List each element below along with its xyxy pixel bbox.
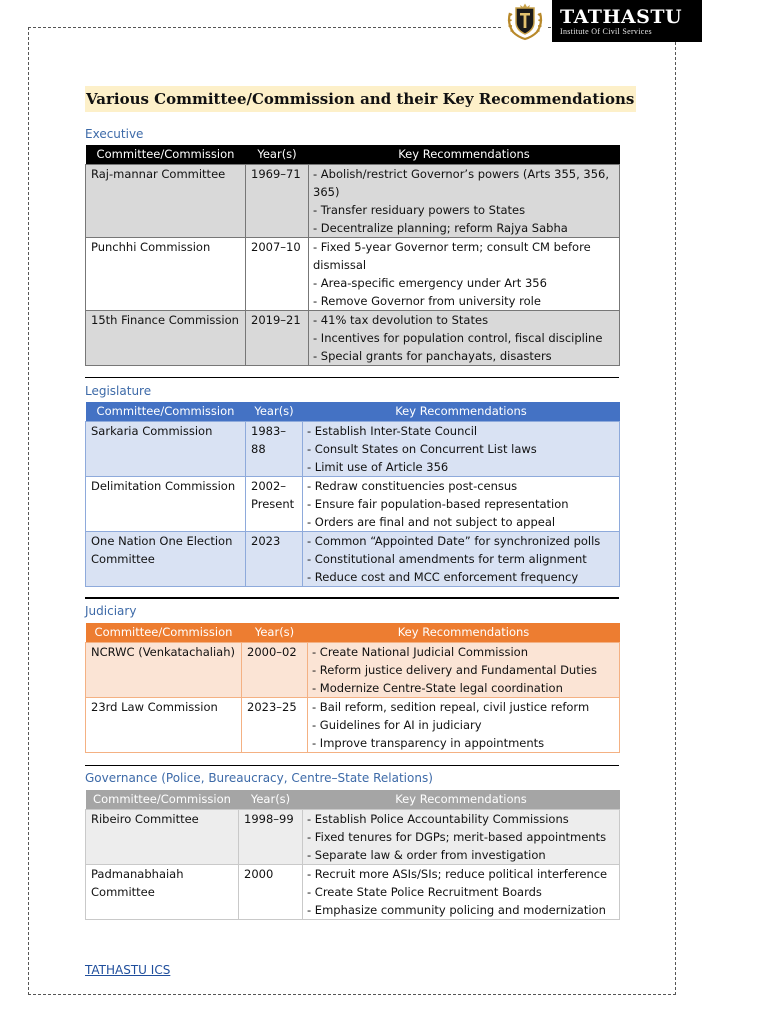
cell-recommendations [303,809,620,864]
recommendation-item: - Special grants for panchayats, disasters [313,348,552,363]
table-executive [85,145,620,366]
logo-text-block [552,0,702,42]
table-header-row [86,790,620,809]
shield-t-emblem-icon [502,0,548,42]
recommendation-item: - Incentives for population control, fiscal discipline [313,330,603,345]
table-governance [85,790,620,920]
recommendation-item: - Remove Governor from university role [313,293,541,308]
recommendation-item: - Guidelines for AI in judiciary [312,717,482,732]
section-divider [85,597,619,599]
section-divider [85,377,619,378]
table-legislature [85,402,620,587]
recommendation-item: - Common “Appointed Date” for synchronized polls [307,533,601,548]
section-divider [85,765,619,766]
tathastu-logo [502,0,702,42]
recommendation-item: - Decentralize planning; reform Rajya Sabha [313,220,568,235]
cell-years: 2000–02 [242,642,308,697]
cell-committee: One Nation One Election Committee [86,531,246,586]
recommendation-item: - Modernize Centre-State legal coordination [312,680,563,695]
recommendation-item: - Abolish/restrict Governor’s powers (Arts 355, 356, 365) [313,166,610,199]
cell-committee: NCRWC (Venkatachaliah) [86,642,242,697]
cell-years: 2000 [239,864,303,919]
cell-committee: Padmanabhaiah Committee [86,864,239,919]
recommendation-item: - Create State Police Recruitment Boards [307,884,542,899]
cell-recommendations [309,164,620,237]
cell-recommendations [303,476,620,531]
table-row [86,809,620,864]
cell-recommendations [309,310,620,365]
table-judiciary [85,623,620,753]
logo-subtitle: Institute Of Civil Services [560,26,652,36]
cell-committee: Raj-mannar Committee [86,164,246,237]
recommendation-item: - Reform justice delivery and Fundamental Duties [312,662,597,677]
col-header-committee: Committee/Commission [86,790,239,809]
col-header-committee: Committee/Commission [86,623,242,642]
table-row [86,421,620,476]
recommendation-item: - Fixed 5-year Governor term; consult CM before dismissal [313,239,591,272]
col-header-years: Year(s) [239,790,303,809]
recommendation-item: - Improve transparency in appointments [312,735,545,750]
cell-recommendations [308,642,620,697]
cell-years: 1983–88 [246,421,303,476]
col-header-years: Year(s) [246,402,303,421]
recommendation-item: - Establish Inter-State Council [307,423,478,438]
table-row [86,697,620,752]
col-header-years: Year(s) [242,623,308,642]
recommendation-item: - Emphasize community policing and modernization [307,902,606,917]
section-label-legislature: Legislature [85,384,152,398]
recommendation-item: - Redraw constituencies post-census [307,478,518,493]
table-row [86,164,620,237]
table-header-row [86,402,620,421]
cell-years: 2023–25 [242,697,308,752]
cell-years: 2002–Present [246,476,303,531]
col-header-recommendations: Key Recommendations [308,623,620,642]
cell-committee: Ribeiro Committee [86,809,239,864]
recommendation-item: - Ensure fair population-based representation [307,496,569,511]
document-title: Various Committee/Commission and their Key Recommendations [85,86,636,112]
cell-years: 2007–10 [246,237,309,310]
table-header-row [86,623,620,642]
col-header-recommendations: Key Recommendations [303,790,620,809]
recommendation-item: - Limit use of Article 356 [307,459,449,474]
col-header-committee: Committee/Commission [86,402,246,421]
cell-recommendations [303,421,620,476]
table-row [86,237,620,310]
recommendation-item: - Establish Police Accountability Commissions [307,811,569,826]
col-header-recommendations: Key Recommendations [309,145,620,164]
col-header-recommendations: Key Recommendations [303,402,620,421]
recommendation-item: - Constitutional amendments for term alignment [307,551,587,566]
cell-years: 1969–71 [246,164,309,237]
section-label-governance: Governance (Police, Bureaucracy, Centre–State Relations) [85,771,433,785]
recommendation-item: - 41% tax devolution to States [313,312,489,327]
recommendation-item: - Create National Judicial Commission [312,644,529,659]
cell-recommendations [309,237,620,310]
cell-committee: 15th Finance Commission [86,310,246,365]
table-header-row [86,145,620,164]
cell-recommendations [303,864,620,919]
recommendation-item: - Transfer residuary powers to States [313,202,526,217]
recommendation-item: - Bail reform, sedition repeal, civil justice reform [312,699,590,714]
cell-committee: Sarkaria Commission [86,421,246,476]
cell-committee: Punchhi Commission [86,237,246,310]
recommendation-item: - Reduce cost and MCC enforcement frequency [307,569,579,584]
recommendation-item: - Separate law & order from investigation [307,847,546,862]
cell-years: 2019–21 [246,310,309,365]
section-label-executive: Executive [85,127,144,141]
table-row [86,864,620,919]
cell-recommendations [303,531,620,586]
logo-name: TATHASTU [560,5,683,28]
recommendation-item: - Consult States on Concurrent List laws [307,441,537,456]
col-header-years: Year(s) [246,145,309,164]
cell-recommendations [308,697,620,752]
recommendation-item: - Fixed tenures for DGPs; merit-based appointments [307,829,607,844]
cell-years: 1998–99 [239,809,303,864]
cell-committee: 23rd Law Commission [86,697,242,752]
recommendation-item: - Recruit more ASIs/SIs; reduce political interference [307,866,608,881]
cell-committee: Delimitation Commission [86,476,246,531]
table-row [86,531,620,586]
section-label-judiciary: Judiciary [85,604,137,618]
table-row [86,310,620,365]
table-row [86,642,620,697]
table-row [86,476,620,531]
recommendation-item: - Orders are final and not subject to appeal [307,514,556,529]
footer-link-tathastu-ics[interactable]: TATHASTU ICS [85,963,171,977]
recommendation-item: - Area-specific emergency under Art 356 [313,275,547,290]
cell-years: 2023 [246,531,303,586]
col-header-committee: Committee/Commission [86,145,246,164]
